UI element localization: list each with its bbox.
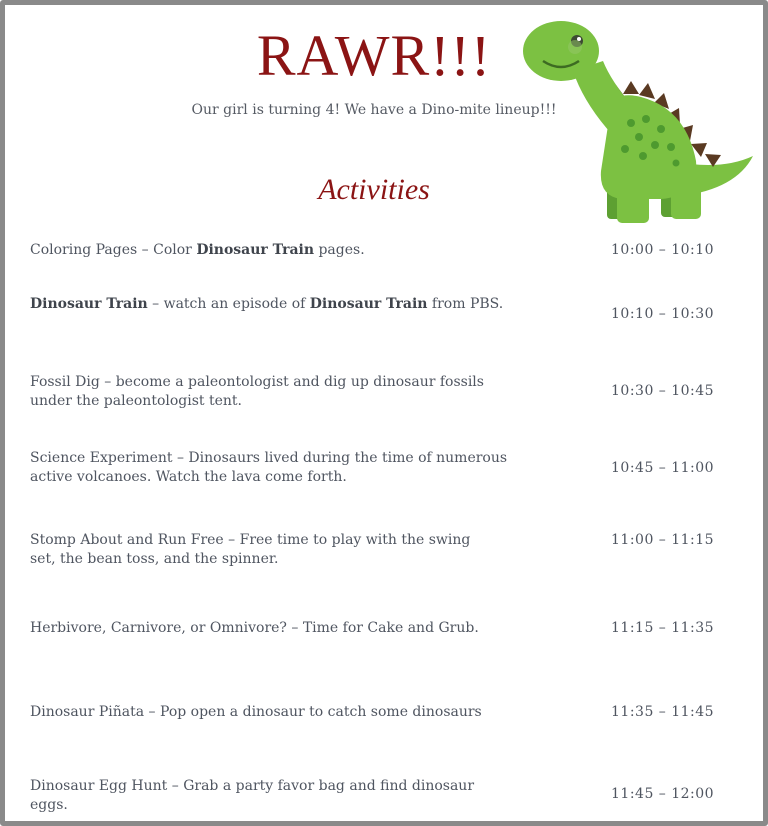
activity-time: 11:15 – 11:35	[611, 620, 715, 636]
activity-description: Herbivore, Carnivore, or Omnivore? – Time for Cake and Grub.	[30, 620, 479, 636]
dinosaur-head	[523, 21, 599, 81]
activity-description: Fossil Dig – become a paleontologist and dig up dinosaur fossils under the paleontologist tent.	[30, 374, 484, 409]
page-subtitle: Our girl is turning 4! We have a Dino-mite lineup!!!	[191, 102, 557, 118]
activity-time: 10:10 – 10:30	[611, 306, 715, 322]
activity-time: 10:30 – 10:45	[611, 383, 715, 399]
activity-description: Dinosaur Piñata – Pop open a dinosaur to catch some dinosaurs	[30, 704, 482, 720]
activity-time: 11:00 – 11:15	[611, 532, 715, 548]
activity-description: Science Experiment – Dinosaurs lived during the time of numerous active volcanoes. Watch the lava come forth.	[30, 450, 508, 485]
activity-description: Dinosaur Train – watch an episode of Dinosaur Train from PBS.	[30, 296, 504, 312]
activity-description: Dinosaur Egg Hunt – Grab a party favor bag and find dinosaur eggs.	[30, 778, 475, 813]
activity-time: 10:45 – 11:00	[611, 460, 715, 476]
activity-description: Stomp About and Run Free – Free time to play with the swing set, the bean toss, and the spinner.	[30, 532, 471, 567]
activity-time: 10:00 – 10:10	[611, 242, 715, 258]
activity-description: Coloring Pages – Color Dinosaur Train pages.	[30, 242, 365, 258]
activity-time: 11:45 – 12:00	[611, 786, 715, 802]
section-title-activities: Activities	[318, 173, 430, 206]
activity-time: 11:35 – 11:45	[611, 704, 715, 720]
page-title: RAWR!!!	[256, 23, 492, 88]
